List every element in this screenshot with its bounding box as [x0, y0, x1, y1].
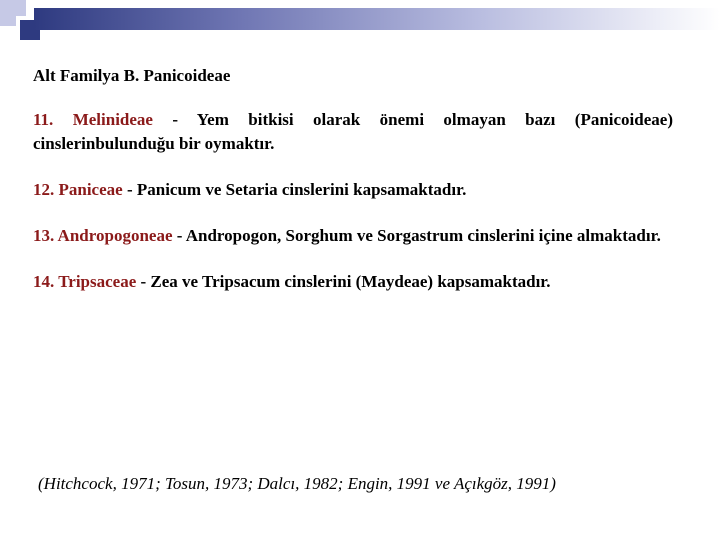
tribe-item-andropogoneae	[33, 224, 673, 248]
citation-text: (Hitchcock, 1971; Tosun, 1973; Dalcı, 1982; Engin, 1991 ve Açıkgöz, 1991)	[38, 474, 556, 493]
tribe-item-melinideae	[33, 108, 673, 156]
tribe-description: - Yem bitkisi olarak önemi olmayan bazı (Panicoideae) cinslerinbulunduğu bir oymaktır.	[33, 110, 673, 153]
slide-heading: Alt Familya B. Panicoideae	[33, 66, 231, 85]
tribe-item-tripsaceae	[33, 270, 673, 294]
tribe-name: 13. Andropogoneae	[33, 226, 173, 245]
tribe-description: - Zea ve Tripsacum cinslerini (Maydeae) kapsamaktadır.	[136, 272, 551, 291]
tribe-description: - Andropogon, Sorghum ve Sorgastrum cinslerini içine almaktadır.	[172, 226, 661, 245]
tribe-name: 11. Melinideae	[33, 110, 153, 129]
header-square-small	[6, 26, 18, 38]
slide-body	[33, 66, 673, 316]
header-gradient-bar	[34, 8, 720, 30]
tribe-name: 14. Tripsaceae	[33, 272, 137, 291]
tribe-name: 12. Paniceae	[33, 180, 123, 199]
tribe-item-paniceae	[33, 178, 673, 202]
tribe-description: - Panicum ve Setaria cinslerini kapsamaktadır.	[122, 180, 467, 199]
